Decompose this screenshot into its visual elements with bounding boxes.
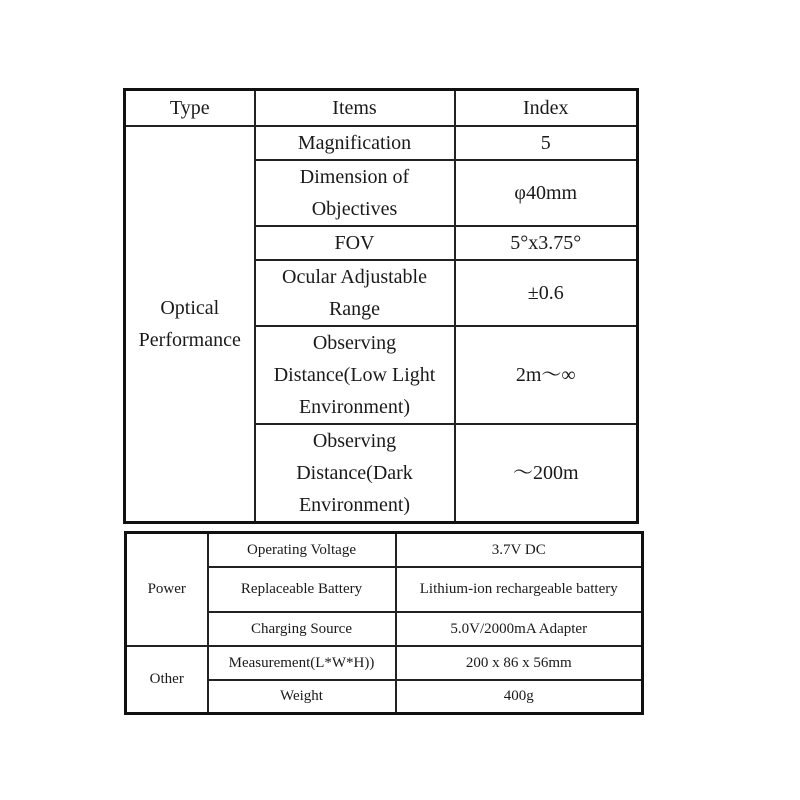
item-cell: Weight: [208, 680, 396, 714]
item-cell: Magnification: [255, 126, 455, 160]
type-cell-optical: Optical Performance: [125, 126, 255, 523]
header-items: Items: [255, 90, 455, 127]
index-cell: 5: [455, 126, 638, 160]
header-type: Type: [125, 90, 255, 127]
item-cell: Dimension of Objectives: [255, 160, 455, 226]
table-row: [126, 646, 643, 680]
index-cell: 5.0V/2000mA Adapter: [396, 612, 643, 646]
item-cell: Operating Voltage: [208, 533, 396, 567]
index-cell: 200 x 86 x 56mm: [396, 646, 643, 680]
index-cell: 3.7V DC: [396, 533, 643, 567]
item-cell: Ocular Adjustable Range: [255, 260, 455, 326]
table-row: [126, 533, 643, 567]
index-cell: ±0.6: [455, 260, 638, 326]
item-cell: FOV: [255, 226, 455, 260]
type-cell-power: Power: [126, 533, 208, 646]
item-cell: Replaceable Battery: [208, 567, 396, 612]
index-cell: 5°x3.75°: [455, 226, 638, 260]
index-cell: φ40mm: [455, 160, 638, 226]
power-other-spec-table: [124, 531, 644, 715]
index-cell: 2m～∞: [455, 326, 638, 424]
index-cell: 400g: [396, 680, 643, 714]
header-index: Index: [455, 90, 638, 127]
table-row: [125, 126, 638, 160]
optical-spec-table: [123, 88, 639, 524]
item-cell: Measurement(L*W*H)): [208, 646, 396, 680]
type-cell-other: Other: [126, 646, 208, 714]
index-cell: Lithium-ion rechargeable battery: [396, 567, 643, 612]
index-cell: ～200m: [455, 424, 638, 523]
header-row: [125, 90, 638, 127]
item-cell: Charging Source: [208, 612, 396, 646]
item-cell: Observing Distance(Dark Environment): [255, 424, 455, 523]
item-cell: Observing Distance(Low Light Environment): [255, 326, 455, 424]
